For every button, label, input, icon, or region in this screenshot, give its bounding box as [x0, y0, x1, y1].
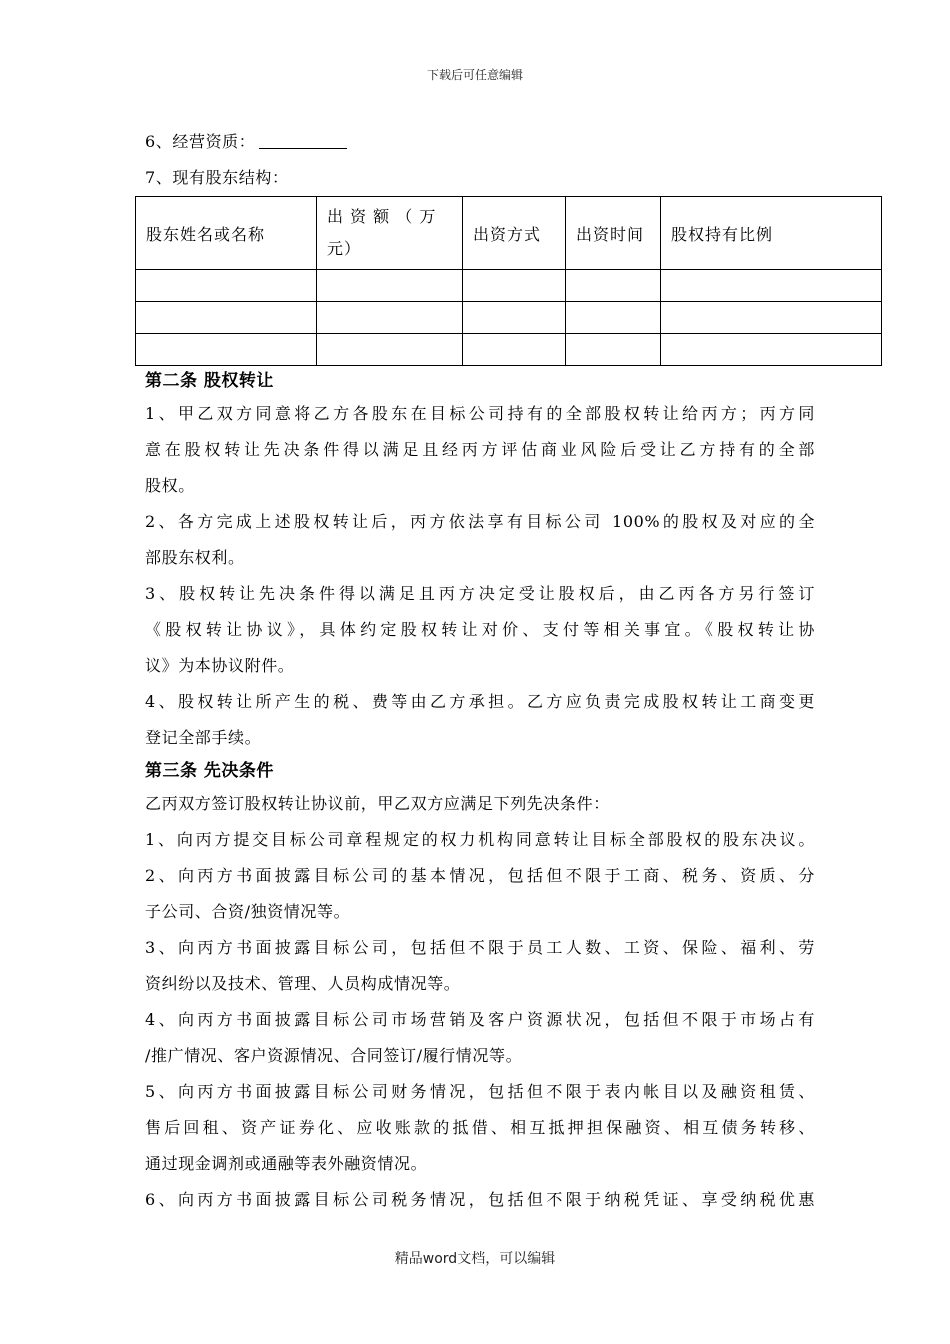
- paragraph-line: 部股东权利。: [145, 548, 245, 567]
- table-cell: [566, 270, 661, 302]
- paragraph-line: 资纠纷以及技术、管理、人员构成情况等。: [145, 974, 461, 993]
- paragraph-line: 《股权转让协议》，具体约定股权转让对价、支付等相关事宜。《股权转让协: [145, 620, 815, 639]
- paragraph-line: 议》为本协议附件。: [145, 656, 295, 675]
- table-cell: [661, 302, 882, 334]
- paragraph-line: 股权。: [145, 476, 195, 495]
- paragraph-line: 2、向丙方书面披露目标公司的基本情况，包括但不限于工商、税务、资质、分: [145, 866, 815, 885]
- paragraph-line: 3、向丙方书面披露目标公司，包括但不限于员工人数、工资、保险、福利、劳: [145, 938, 815, 957]
- article-3-title: 第三条 先决条件: [145, 761, 274, 781]
- item-7: 7、现有股东结构：: [145, 168, 289, 187]
- paragraph-line: 意在股权转让先决条件得以满足且经丙方评估商业风险后受让乙方持有的全部: [145, 440, 815, 459]
- paragraph-line: 登记全部手续。: [145, 728, 262, 747]
- table-header-cell: 出资方式: [463, 197, 566, 270]
- paragraph-line: 6、向丙方书面披露目标公司税务情况，包括但不限于纳税凭证、享受纳税优惠: [145, 1190, 815, 1209]
- table-cell: [317, 334, 463, 366]
- table-header-cell: 股东姓名或名称: [136, 197, 317, 270]
- page-header: 下载后可任意编辑: [426, 68, 523, 82]
- paragraph-line: 乙丙双方签订股权转让协议前，甲乙双方应满足下列先决条件：: [145, 794, 610, 813]
- item-6-label: 6、经营资质：: [145, 132, 256, 151]
- paragraph-line: 通过现金调剂或通融等表外融资情况。: [145, 1154, 428, 1173]
- paragraph-line: 4、股权转让所产生的税、费等由乙方承担。乙方应负责完成股权转让工商变更: [145, 692, 815, 711]
- qualification-blank: [259, 134, 347, 149]
- page-footer: 精品word文档，可以编辑: [394, 1251, 556, 1267]
- paragraph-line: 1、甲乙双方同意将乙方各股东在目标公司持有的全部股权转让给丙方；丙方同: [145, 404, 815, 423]
- table-header-cell: 出资时间: [566, 197, 661, 270]
- paragraph-line: /推广情况、客户资源情况、合同签订/履行情况等。: [145, 1046, 523, 1065]
- table-cell: [317, 302, 463, 334]
- document-body: [145, 124, 815, 1218]
- item-6: [145, 124, 815, 160]
- paragraph-line: 子公司、合资/独资情况等。: [145, 902, 351, 921]
- table-cell: [463, 270, 566, 302]
- shareholder-table: [135, 196, 882, 366]
- table-cell: [136, 302, 317, 334]
- paragraph-line: 1、向丙方提交目标公司章程规定的权力机构同意转让目标全部股权的股东决议。: [145, 830, 815, 849]
- table-cell: [566, 334, 661, 366]
- table-cell: [136, 334, 317, 366]
- paragraph-line: 3、股权转让先决条件得以满足且丙方决定受让股权后，由乙丙各方另行签订: [145, 584, 815, 603]
- table-cell: [661, 270, 882, 302]
- paragraph-line: 5、向丙方书面披露目标公司财务情况，包括但不限于表内帐目以及融资租赁、: [145, 1082, 815, 1101]
- paragraph-line: 4、向丙方书面披露目标公司市场营销及客户资源状况，包括但不限于市场占有: [145, 1010, 815, 1029]
- table-row: [136, 334, 882, 366]
- table-header-cell: 股权持有比例: [661, 197, 882, 270]
- table-cell: [136, 270, 317, 302]
- article-2-title: 第二条 股权转让: [145, 371, 274, 391]
- table-header-cell: 出 资 额 （ 万 元）: [317, 197, 463, 270]
- table-cell: [463, 302, 566, 334]
- table-header-row: [136, 197, 882, 270]
- paragraph-line: 2、各方完成上述股权转让后，丙方依法享有目标公司 100%的股权及对应的全: [145, 512, 815, 531]
- table-cell: [463, 334, 566, 366]
- table-cell: [661, 334, 882, 366]
- table-row: [136, 270, 882, 302]
- table-cell: [566, 302, 661, 334]
- table-cell: [317, 270, 463, 302]
- table-row: [136, 302, 882, 334]
- paragraph-line: 售后回租、资产证券化、应收账款的抵借、相互抵押担保融资、相互债务转移、: [145, 1118, 815, 1137]
